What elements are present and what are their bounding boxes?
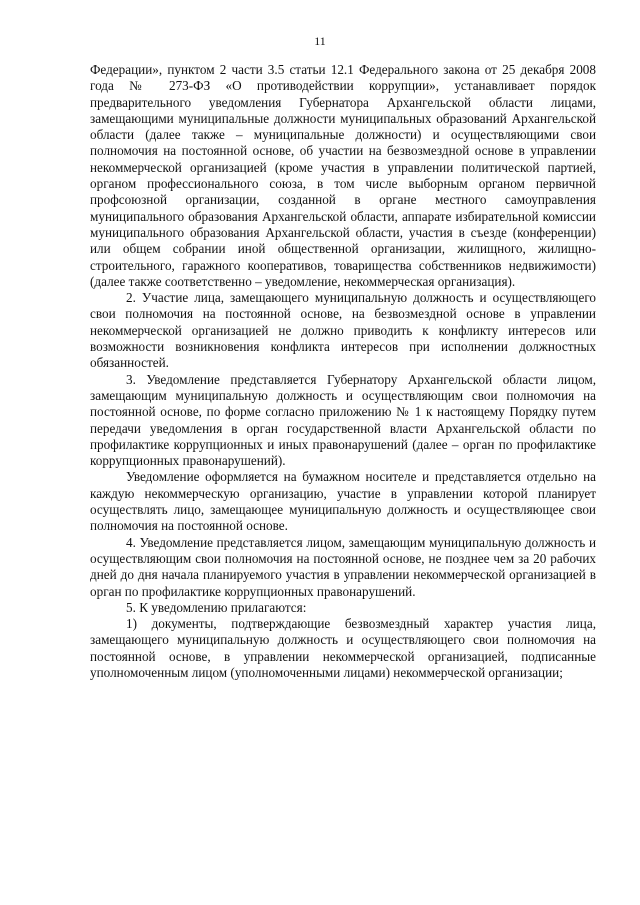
paragraph-subitem-1: 1) документы, подтверждающие безвозмездный характер участия лица, замещающего муниципальную должность и осуществляющего свои полномочия на постоянной основе, в управлении некоммерческой организацией, подписанные уполномоченным лицом (уполномоченными лицами) некоммерческой организации; <box>90 616 596 680</box>
paragraph-item-4: 4. Уведомление представляется лицом, замещающим муниципальную должность и осуществляющим свои полномочия на постоянной основе, не позднее чем за 20 рабочих дней до дня начала планируемого участия в управлении некоммерческой организацией в орган по профилактике коррупционных правонарушений. <box>90 534 596 599</box>
paragraph-item-5: 5. К уведомлению прилагаются: <box>126 599 307 615</box>
paragraph-notice-format: Уведомление оформляется на бумажном носителе и представляется отдельно на каждую некоммерческую организацию, участие в управлении которой планирует осуществлять лицо, замещающее муниципальную должность и осуществляющее свои полномочия на постоянной основе. <box>90 469 596 534</box>
paragraph-intro-continuation: Федерации», пунктом 2 части 3.5 статьи 12.1 Федерального закона от 25 декабря 2008 года № 273-ФЗ «О противодействии коррупции», устанавливает порядок предварительного уведомления Губернатора Архангельской области лицами, замещающими муниципальные должности муниципальных образований Архангельской области (далее также – муниципальные должности) и осуществляющими свои полномочия на постоянной основе, об участии на безвозмездной основе в управлении некоммерческой организацией (кроме участия в управлении политической партией, органом профессионального союза, в том числе выборным органом первичной профсоюзной организации, созданной в органе местного самоуправления муниципального образования Архангельской области, аппарате избирательной комиссии муниципального образования Архангельской области, участия в съезде (конференции) или общем собрании иной общественной организации, жилищного, жилищно-строительного, гаражного кооперативов, товарищества собственников недвижимости) (далее также соответственно – уведомление, некоммерческая организация). <box>90 62 596 289</box>
paragraph-item-2: 2. Участие лица, замещающего муниципальную должность и осуществляющего свои полномочия на постоянной основе, на безвозмездной основе в управлении некоммерческой организацией не должно приводить к конфликту интересов или возможности возникновения конфликта интересов при исполнении должностных обязанностей. <box>90 290 596 371</box>
paragraph-item-3: 3. Уведомление представляется Губернатору Архангельской области лицом, замещающим муниципальную должность и осуществляющим свои полномочия на постоянной основе, по форме согласно приложению № 1 к настоящему Порядку путем передачи уведомления в орган государственной власти Архангельской области по профилактике коррупционных и иных правонарушений (далее – орган по профилактике коррупционных правонарушений). <box>90 371 596 469</box>
document-body <box>90 62 596 681</box>
page-number: 11 <box>314 34 326 48</box>
